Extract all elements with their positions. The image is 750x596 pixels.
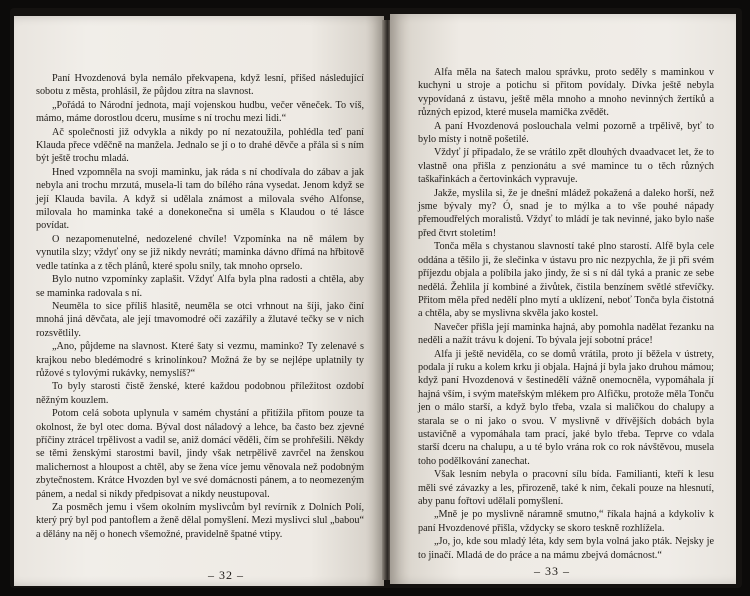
paragraph: A paní Hvozdenová poslouchala velmi pozorně a trpělivě, byť to bylo místy i notně pošetilé.	[418, 120, 714, 146]
paragraph: „Jo, jo, kde sou mladý léta, kdy sem byla volná jako pták. Nejsky je to jinačí. Mladá de do práce a na mámu zbejvá domácnost.“	[418, 536, 714, 561]
paragraph: Tonča měla s chystanou slavností také plno starostí. Alfě byla cele oddána a těšilo ji, že slečinka v ústavu pro nic nezpychla, že ji při svém příjezdu objala a políbila jako jindy, že si s ní dál tyká a pranic ze sebe nedělá. Žehlila jí kombiné a živůtek, čistila benzínem světlé střevíčky. Přitom měla před nedělí plno mytí a uklízení, neboť Tonča byla čistotná a chtěla, aby se myslivna skvěla jako kostel.	[418, 241, 714, 320]
paragraph: Paní Hvozdenová byla nemálo překvapena, když lesní, přišed následující sobotu z města, prohlásil, že půjdou zítra na slavnost.	[36, 73, 364, 98]
paragraph: Ač společnosti již odvykla a nikdy po ní nezatoužila, pohlédla teď paní Klauda přece vděčně na manžela. Jednalo se jí o to drahé děvče a přála si s ním být ještě trochu mladá.	[36, 126, 364, 165]
paragraph: „Pořádá to Národní jednota, mají vojenskou hudbu, večer věneček. To víš, mámo, máme dorostlou dceru, musíme s ní trochu mezi lidi.“	[36, 99, 364, 125]
paragraph: Vždyť jí připadalo, že se vrátilo zpět dlouhých dvaadvacet let, že to vlastně ona přišla z penzionátu a své mamince tu o těch různých taškařinkách a čertovinkách vypravuje.	[418, 147, 714, 186]
paragraph: O nezapomenutelné, nedozelené chvíle! Vzpomínka na ně málem by vynutila slzy; vždyť ony se již nikdy nevrátí; maminka dávno dřímá na hřbitově vedle tatínka a z těch plánů, které spolu snily, tak mnoho oprselo.	[36, 233, 364, 272]
book-spread	[10, 8, 742, 588]
paragraph: Však lesním nebyla o pracovní sílu bída. Familianti, kteří k lesu měli své závazky a les, přirozeně, také k nim, čekali pouze na hlesnutí, aby panu fořtovi udělali pomyšlení.	[418, 469, 714, 507]
paragraph: Bylo nutno vzpomínky zaplašit. Vždyť Alfa byla plna radosti a chtěla, aby se maminka radovala s ní.	[36, 274, 364, 299]
paragraph: Potom celá sobota uplynula v samém chystání a přitížila přitom pouze ta okolnost, že byl otec doma. Býval dost náladový a lehce, ba často bez zjevné příčiny ztrácel trpělivost a vadil se, aniž domácí věděli, čím se prohřešili. Někdy se těmi ženskými starostmi bavil, jindy však netrpělivě zavrčel na ženskou malichernost a hloupost a chtěl, aby se žena více jemu věnovala než podobným zbytečnostem. Krátce Hvozden byl ve své domácnosti pánem, a to neomezeným pánem, a nedal si nikdy předpisovat a nikdy neustupoval.	[36, 408, 364, 500]
paragraph: „Ano, půjdeme na slavnost. Které šaty si vezmu, maminko? Ty zelenavé s krajkou nebo bledémodré s krinolínkou? Možná že by se nejlépe uplatnily ty růžové s tylovými rukávky, nemyslíš?“	[36, 341, 364, 379]
paragraph: Alfa měla na šatech malou správku, proto seděly s maminkou v kuchyni u stroje a potichu si přitom povídaly. Dívka ještě nebyla vypovídaná z ústavu, ještě měla mnoho a mnoho nevinných žertíků a různých epizod, které musela mamička zvědět.	[418, 67, 714, 119]
right-page	[390, 14, 736, 584]
paragraph: „Mně je po myslivně náramně smutno,“ říkala hajná a kdykoliv k paní Hvozdenové přišla, vždycky se skoro teskně rozhlížela.	[418, 509, 714, 534]
paragraph: Hned vzpomněla na svoji maminku, jak ráda s ní chodívala do zábav a jak nebyla ani trochu mrzutá, musela-li tam do bílého rána vysedat. Jenom když se její Klauda bavila. A když si udělala známost a milovala svého Alfonse, milovala ho maminka také a donekonečna si uměla s Klaudou o té lásce povídat.	[36, 166, 364, 232]
paragraph: Neuměla to sice příliš hlasitě, neuměla se otci vrhnout na šíji, jako činí mnohá jiná děvčata, ale její tmavomodré oči zazářily a žlutavé tečky se v nich rozsvětlily.	[36, 300, 364, 339]
paragraph: Navečer přišla její maminka hajná, aby pomohla nadělat řezanku na neděli a nažít trávu k dojení. To bývala její sobotní práce!	[418, 321, 714, 347]
right-page-text	[418, 66, 714, 562]
left-page	[14, 16, 384, 586]
left-page-text	[36, 72, 364, 541]
paragraph: Jakže, myslila si, že je dnešní mládež pokažená a daleko horší, než jsme bývaly my? Ó, snad je to mýlka a to vše pouhé nápady přemoudřelých moralistů. Vždyť to mládí je tak nevinné, jako bylo naše před čtvrt stoletím!	[418, 187, 714, 239]
paragraph: Za posměch jemu i všem okolním myslivcům byl revírník z Dolních Polí, který prý byl pod pantoflem a ženě dělal pomyšlení. Mezi myslivci slul „babou“ a dělány na něj o honech všemožné, pravidelně špatné vtipy.	[36, 502, 364, 540]
page-number-left: – 32 –	[208, 568, 244, 582]
page-number-right: – 33 –	[534, 564, 570, 578]
paragraph: To byly starosti čistě ženské, které každou podobnou příležitost ozdobí něžným kouzlem.	[36, 381, 364, 406]
paragraph: Alfa ji ještě neviděla, co se domů vrátila, proto jí běžela v ústrety, podala jí ruku a kolem krku ji objala. Hajná jí byla jako druhou mámou; když paní Hvozdenová v šestinedělí vážně onemocněla, vypomáhala jí hajná vším, i svým mateřským mlékem pro Alfičku, protože měla Tonču jen o málo starší, a když bylo třeba, vzala si maličkou do chalupy a starala se o ni jako o svou. V myslivně v dřívějších dobách byla ustavičně a vypomáhala tam prací, jaké bylo třeba. Teprve co vdala starší dceru na chalupu, a u té bylo vrána rok co rok návštěvou, musela toho podělkování zanechat.	[418, 348, 714, 467]
